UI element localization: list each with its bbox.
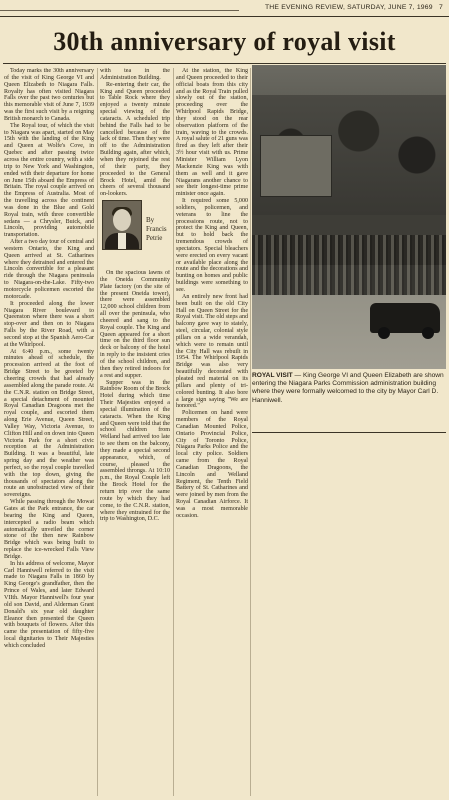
column-divider — [250, 68, 251, 796]
paragraph: An entirely new front had been built on the old City Hall on Queen Street for the Royal visit. The old steps and balcony gave way to stately, steel, circular, colonial style pillars on a wide verandah, which were to remain until the City Hall was rebuilt in 1954. The Whirlpool Rapids Bridge was also very beautifully decorated with pleated red material on its pillars and plenty of tri-colored bunting. It also bore a large sign saying "We are honored." — [176, 293, 248, 410]
column-divider — [173, 68, 174, 796]
byline-by: By — [146, 216, 155, 224]
paragraph: At 6:40 p.m., some twenty minutes ahead of schedule, the procession arrived at the foot of Bridge Street to be greeted by cheering crowds that had already assembled along the parade route. At the C.N.R. station on Bridge Street, a special detachment of mounted Royal Canadian Dragoons met the royal couple, and escorted them along Erie Avenue, Queen Street, Valley Way, Victoria Avenue, to Clifton Hill and on down into Queen Victoria Park for a short civic reception at the Administration Building. It was a beautiful, late spring day and the weather was perfect, so the royal couple travelled with the top down, giving the thousands of spectators along the route an unobstructed view of their sovereigns. — [4, 348, 94, 499]
paragraph: Supper was in the Rainbow Room of the Brock Hotel during which time Their Majesties enjoyed a special illumination of the cataracts. When the King and Queen were told that the school children from Welland had arrived too late to see them on the balcony, they made a special second appearance, which, of course, pleased the assembled throngs. At 10:10 p.m., the Royal Couple left the Brock Hotel for the return trip over the same route by which they had come, to the C.N.R. station, where they entrained for the trip to Washington, D.C. — [100, 379, 170, 523]
paragraph: Policemen on hand were members of the Royal Canadian Mounted Police, Ontario Provincial Police, City of Toronto Police, Niagara Parks Police and the local city police. Soldiers came from the Royal Canadian Dragoons, the Lincoln and Welland Regiment, the Tenth Field Battery of St. Catharines and were joined by men from the Royal Canadian Airforce. It was a most memorable occasion. — [176, 410, 248, 519]
paragraph: At the station, the King and Queen proceeded to their official boats from this city and as the Royal Train pulled slowly out of the station, proceeding over the Whirlpool Rapids Bridge, they stood on the rear observation platform of the train, waving to the crowds. A royal salute of 21 guns was fired as they left after their 3½ hour visit with us. Prime Minister William Lyon Mackenzie King was with them as well and it gave Niagarans another chance to see their longest-time prime minister once again. — [176, 68, 248, 198]
paragraph: In his address of welcome, Mayor Carl Hanniwell referred to the visit made to Niagara Falls in 1860 by King George's grandfather, then the Prince of Wales, and later Edward VIIth. Mayor Hanniwell's four year old son David, and Alderman Grant Donald's six year old daughter Eleanor then presented the Queen with bouquets of flowers. After this came the presentation of fifty-five local dignitaries to Their Majesties which concluded — [4, 560, 94, 649]
paragraph: Today marks the 30th anniversary of the visit of King George VI and Queen Elizabeth to Niagara Falls. Royalty has often visited Niagara Falls over the past two centuries but this memorable visit of June 7, 1939 was the first such visit by a reigning British monarch to Canada. — [4, 68, 94, 122]
byline-first-name: Francis — [146, 225, 167, 233]
paragraph: On the spacious lawns of the Oneida Community Plate factory (on the site of the present Oneida tower), there were assembled 12,000 school children from all over the peninsula, who cheered and sang to the Royal couple. The King and Queen appeared for a short time on the third floor sun deck or balcony of the hotel in reply to the insistent cries of the school children, and then they retired indoors for a rest and supper. — [100, 270, 170, 379]
byline — [146, 216, 167, 243]
byline-last-name: Petrie — [146, 234, 163, 242]
page-number: 7 — [439, 4, 443, 11]
paragraph: with tea in the Administration Building. — [100, 68, 170, 81]
headline: 30th anniversary of royal visit — [53, 27, 396, 56]
masthead-date: THE EVENING REVIEW, SATURDAY, JUNE 7, 1969 — [264, 4, 433, 11]
paragraph: Re-entering their car, the King and Queen proceeded to Table Rock where they enjoyed a twenty minute special viewing of the cataracts. A scheduled trip behind the Falls had to be cancelled because of the lack of time. Then they were off to the Administration Building again, after which, when they rejoined the rest of their party, they proceeded to the General Brock Hotel, amid the cheers of several thousand on-lookers. — [100, 81, 170, 196]
paragraph: While passing through the Mowat Gates at the Park entrance, the car bearing the King and Queen, intercepted a radio beam which automatically unveiled the corner stone of the then new Rainbow Bridge which was being built to replace the ice-wrecked Falls View Bridge. — [4, 499, 94, 560]
column-divider — [97, 68, 98, 796]
caption-text: — King George VI and Queen Elizabeth are shown entering the Niagara Parks Commission administration building where they were formally welcomed to the city by Mayor Carl D. Hanniwell. — [252, 372, 444, 404]
article-column-2-bottom — [100, 270, 170, 796]
paragraph: It required some 5,000 soldiers, policemen, and veterans to line the processions route, not to protect the King and Queen, but to hold back the tremendous crowds of spectators. Special bleachers were erected on every vacant or available place along the route and the decorations and bunting on homes and public buildings were something to see. — [176, 198, 248, 293]
masthead-text — [265, 4, 443, 11]
article-column-1 — [4, 68, 94, 796]
photo-caption — [252, 372, 446, 405]
caption-rule — [252, 432, 446, 433]
masthead-rule — [0, 10, 239, 11]
paragraph: The Royal tour, of which the visit to Niagara was apart, started on May 15th with the landing of the King and Queen at Wolfe's Cove, in Quebec and after passing twice across the entire country, with a side trip to New York and Washington, ended with their departure for home on June 15th aboard the Empress of Britain. The royal couple arrived on the Empress of Australia. Most of the travelling across the continent was done in the Blue and Gold Royal train, with three convertible sedans — a Chrysler, Buick, and Lincoln, providing automobile transportation. — [4, 122, 94, 239]
paragraph: It proceeded along the lower Niagara River boulevard to Queenston where there was a short stop-over and then on to Niagara Falls by the River Road, with a second stop at the Spanish Aero-Car at the Whirlpool. — [4, 300, 94, 348]
headline-rule — [3, 63, 446, 64]
royal-visit-photo — [252, 65, 446, 369]
author-portrait — [102, 200, 142, 250]
masthead — [0, 3, 449, 17]
article-column-2-top — [100, 68, 170, 196]
paragraph: After a two day tour of central and western Ontario, the King and Queen arrived at St. Catharines where they detrained and entered the Lincoln convertible for a pleasant ride through the Niagara peninsula to Niagara-on-the-Lake. Fifty-two motorcycle policemen escorted the motorcade. — [4, 239, 94, 300]
caption-label: ROYAL VISIT — [252, 372, 293, 379]
article-column-3 — [176, 68, 248, 796]
